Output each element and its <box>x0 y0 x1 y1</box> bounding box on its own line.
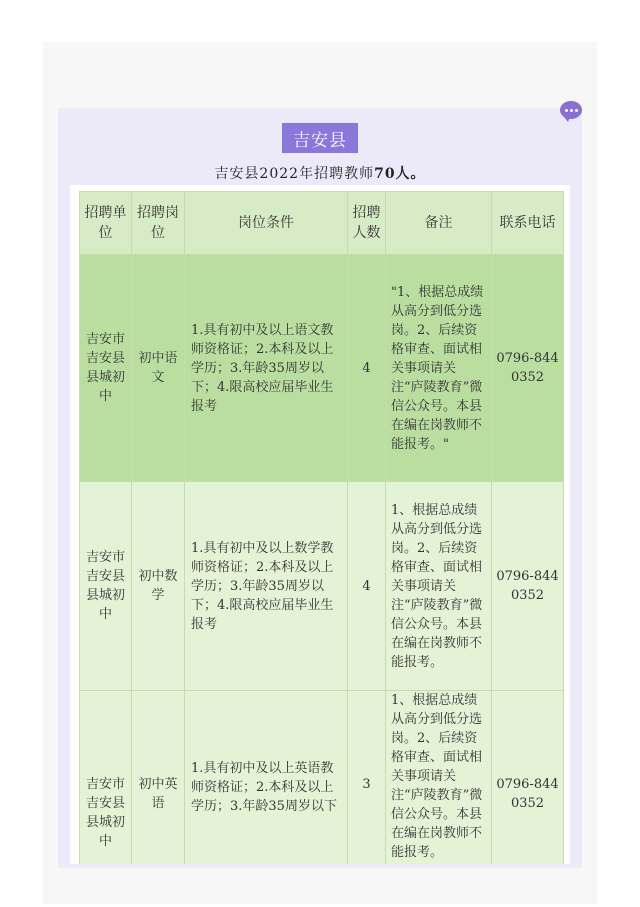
cell-count <box>348 691 386 865</box>
table-header-row <box>80 192 564 255</box>
header-phone: 联系电话 <box>492 192 564 255</box>
table-row <box>80 255 564 482</box>
recruitment-summary <box>190 163 450 183</box>
cell-conditions <box>185 691 348 865</box>
cell-post-text: 初中英语 <box>138 777 178 811</box>
cell-phone <box>492 691 564 865</box>
cell-note: "1、根据总成绩从高分到低分选岗。2、后续资格审查、面试相关事项请关注“庐陵教育”微信公众号。本县在编在岗教师不能报考。" <box>386 255 492 482</box>
cell-conditions: 1.具有初中及以上语文教师资格证；2.本科及以上学历；3.年龄35周岁以下；4.限高校应届毕业生报考 <box>185 255 348 482</box>
cell-conditions: 1.具有初中及以上数学教师资格证；2.本科及以上学历；3.年龄35周岁以下；4.限高校应届毕业生报考 <box>185 482 348 691</box>
cell-unit <box>80 691 132 865</box>
cell-phone: 0796-8440352 <box>492 255 564 482</box>
cell-note: 1、根据总成绩从高分到低分选岗。2、后续资格审查、面试相关事项请关注“庐陵教育”微信公众号。本县在编在岗教师不能报考。 <box>386 691 492 865</box>
chat-bubble-icon[interactable] <box>560 101 582 119</box>
cell-post <box>132 691 185 865</box>
cell-unit: 吉安市吉安县县城初中 <box>80 255 132 482</box>
header-count: 招聘人数 <box>348 192 386 255</box>
table-row <box>80 482 564 691</box>
recruitment-table <box>79 191 564 864</box>
table-row <box>80 691 564 865</box>
header-unit: 招聘单位 <box>80 192 132 255</box>
cell-count-text: 3 <box>362 777 371 792</box>
cell-count: 4 <box>348 255 386 482</box>
header-post: 招聘岗位 <box>132 192 185 255</box>
cell-note: 1、根据总成绩从高分到低分选岗。2、后续资格审查、面试相关事项请关注“庐陵教育”微信公众号。本县在编在岗教师不能报考。 <box>386 482 492 691</box>
cell-count: 4 <box>348 482 386 691</box>
header-conditions: 岗位条件 <box>185 192 348 255</box>
summary-text: 吉安县2022年招聘教师 <box>214 166 375 182</box>
header-note: 备注 <box>386 192 492 255</box>
cell-unit-text: 吉安市吉安县县城初中 <box>85 777 125 849</box>
summary-count: 70人。 <box>374 166 426 182</box>
cell-phone: 0796-8440352 <box>492 482 564 691</box>
cell-phone-text: 0796-8440352 <box>496 777 559 811</box>
cell-unit: 吉安市吉安县县城初中 <box>80 482 132 691</box>
table-container <box>70 185 570 864</box>
cell-conditions-text: 1.具有初中及以上英语教师资格证；2.本科及以上学历；3.年龄35周岁以下 <box>191 761 337 814</box>
cell-post: 初中数学 <box>132 482 185 691</box>
county-title-badge: 吉安县 <box>282 123 358 153</box>
cell-post: 初中语文 <box>132 255 185 482</box>
